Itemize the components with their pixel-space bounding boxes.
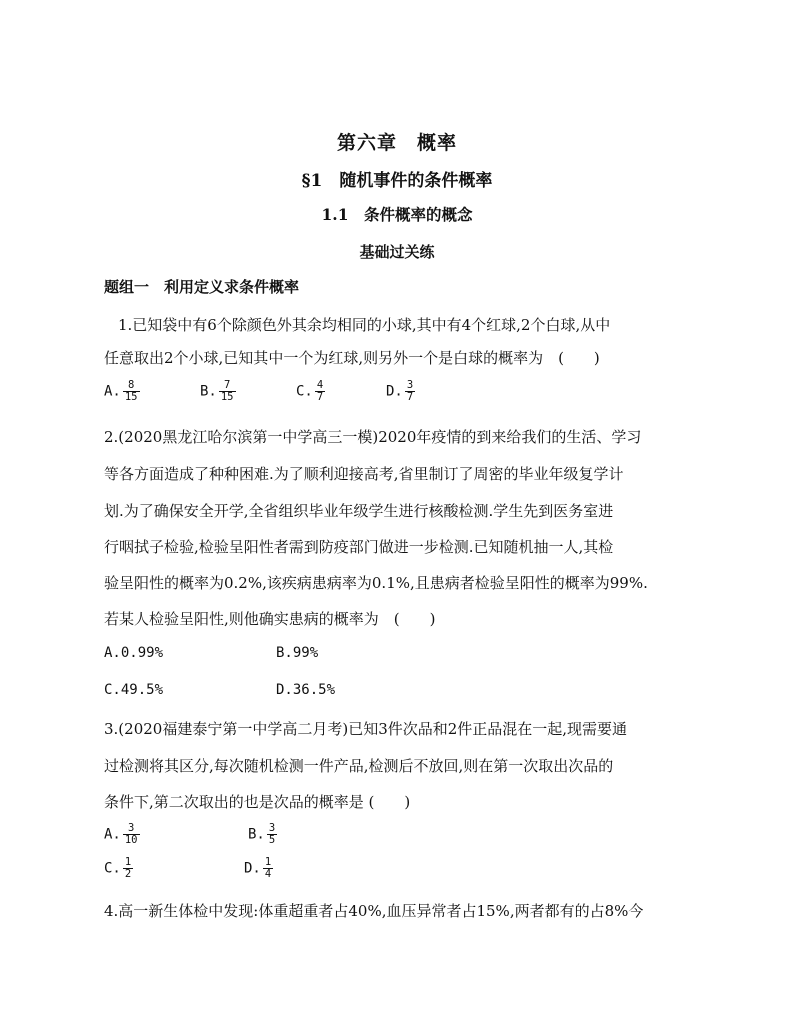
section-title: §1 随机事件的条件概率 [301,171,493,191]
q3-line-2: 过检测将其区分,每次随机检测一件产品,检测后不放回,则在第一次取出次品的 [104,757,614,775]
q3-option-c: C. $\frac{1}{2}$ [104,856,132,880]
q3-line-3: 条件下,第二次取出的也是次品的概率是 ( ) [104,793,411,811]
q2-line-6: 若某人检验呈阳性,则他确实患病的概率为 ( ) [104,610,436,628]
q2-line-5: 验呈阳性的概率为0.2%,该疾病患病率为0.1%,且患病者检验呈阳性的概率为99%. [104,574,648,592]
q2-line-2: 等各方面造成了种种困难.为了顺利迎接高考,省里制订了周密的毕业年级复学计 [104,465,624,483]
q2-option-c: C.49.5% [104,682,164,698]
q2-line-1: 2.(2020黑龙江哈尔滨第一中学高三一模)2020年疫情的到来给我们的生活、学习 [104,428,642,446]
q1-option-b: B. $\frac{7}{15}$ [200,379,234,403]
q2-option-b: B.99% [276,645,319,661]
chapter-title: 第六章 概率 [336,132,457,154]
q3-line-1: 3.(2020福建泰宁第一中学高二月考)已知3件次品和2件正品混在一起,现需要通 [104,720,628,738]
q1-line-1: 1.已知袋中有6个除颜色外其余均相同的小球,其中有4个红球,2个白球,从中 [118,316,611,334]
q2-line-4: 行咽拭子检验,检验呈阳性者需到防疫部门做进一步检测.已知随机抽一人,其检 [104,538,614,556]
q2-line-3: 划.为了确保安全开学,全省组织毕业年级学生进行核酸检测.学生先到医务室进 [104,502,614,520]
q4-line-1: 4.高一新生体检中发现:体重超重者占40%,血压异常者占15%,两者都有的占8%今 [104,902,644,920]
q2-option-a: A.0.99% [104,645,164,661]
q3-option-d: D. $\frac{1}{4}$ [244,856,272,880]
q1-line-2: 任意取出2个小球,已知其中一个为红球,则另外一个是白球的概率为 ( ) [104,349,600,367]
q1-option-c: C. $\frac{4}{7}$ [296,379,324,403]
question-group-title: 题组一 利用定义求条件概率 [104,278,300,296]
q3-option-b: B. $\frac{3}{5}$ [248,822,276,846]
q1-option-a: A. $\frac{8}{15}$ [104,379,138,403]
q1-option-d: D. $\frac{3}{7}$ [386,379,414,403]
q2-option-d: D.36.5% [276,682,336,698]
subsection-title: 1.1 条件概率的概念 [321,205,473,224]
q3-option-a: A. $\frac{3}{10}$ [104,822,138,846]
practice-title: 基础过关练 [359,243,435,261]
